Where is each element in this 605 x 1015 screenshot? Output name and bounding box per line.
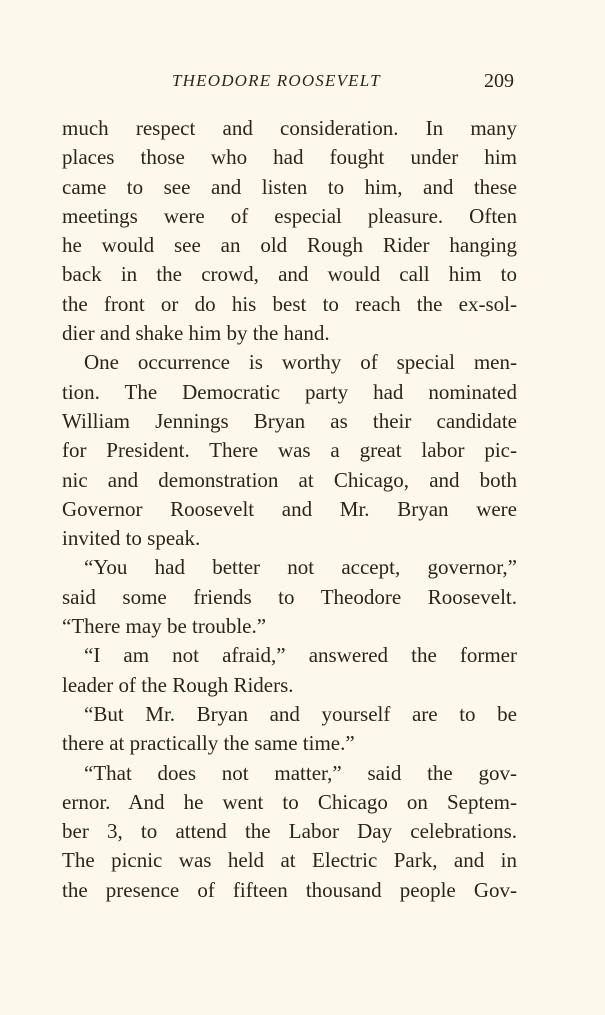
text-line: ber 3, to attend the Labor Day celebrations. — [62, 819, 517, 844]
text-line: he would see an old Rough Rider hanging — [62, 233, 517, 258]
page-number: 209 — [484, 70, 514, 92]
text-line: nic and demonstration at Chicago, and both — [62, 467, 517, 492]
text-line: “There may be trouble.” — [62, 614, 267, 639]
text-line: said some friends to Theodore Roosevelt. — [62, 584, 517, 609]
text-line: for President. There was a great labor pic- — [62, 438, 517, 463]
text-line: “But Mr. Bryan and yourself are to be — [84, 701, 517, 726]
text-line: much respect and consideration. In many — [62, 116, 517, 140]
text-line: came to see and listen to him, and these — [62, 174, 517, 199]
text-line: back in the crowd, and would call him to — [62, 262, 517, 287]
text-line: “That does not matter,” said the gov- — [84, 760, 517, 785]
body-text — [62, 114, 517, 905]
running-title: THEODORE ROOSEVELT — [172, 71, 381, 90]
text-line: meetings were of especial pleasure. Often — [62, 203, 517, 228]
text-line: Governor Roosevelt and Mr. Bryan were — [62, 496, 517, 521]
text-line: invited to speak. — [62, 526, 201, 551]
text-line: there at practically the same time.” — [62, 731, 355, 756]
text-line: ernor. And he went to Chicago on Septem- — [62, 789, 517, 814]
text-line: One occurrence is worthy of special men- — [84, 350, 517, 375]
text-line: the front or do his best to reach the ex-sol- — [62, 291, 517, 316]
text-line: “You had better not accept, governor,” — [84, 555, 517, 580]
text-line: The picnic was held at Electric Park, and in — [62, 848, 517, 873]
text-line: dier and shake him by the hand. — [62, 321, 330, 346]
text-line: places those who had fought under him — [62, 145, 517, 170]
text-line: tion. The Democratic party had nominated — [62, 379, 517, 404]
text-line: leader of the Rough Riders. — [62, 672, 294, 697]
running-head — [172, 66, 516, 96]
text-line: “I am not afraid,” answered the former — [84, 643, 517, 668]
text-line: the presence of fifteen thousand people Gov- — [62, 877, 517, 902]
text-line: William Jennings Bryan as their candidate — [62, 408, 517, 433]
